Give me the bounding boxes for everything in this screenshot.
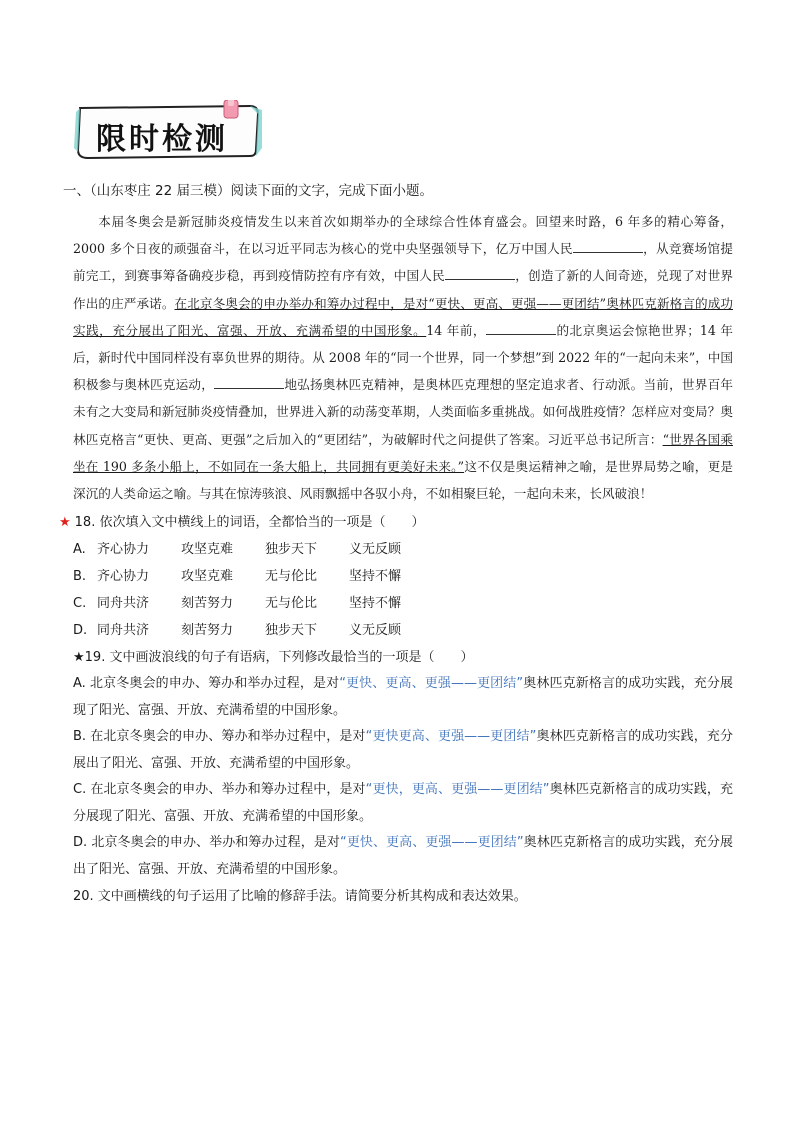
fill-blank-3 xyxy=(486,320,556,335)
option-text: B. 在北京冬奥会的申办、筹办和举办过程中，是对 xyxy=(73,729,366,745)
question-19-option-a[interactable] xyxy=(73,671,733,724)
passage-text: 这不仅是奥运精神之喻，是世界局势之喻，更是深沉的人类命运之喻。与其在惊涛骇浪、风雨飘摇中各驭小舟，不如相聚巨轮，一起向未来，长风破浪！ xyxy=(73,458,734,502)
passage-text: 本届冬奥会是新冠肺炎疫情发生以来首次如期举办的全球综合性体育盛会。回望来时路，6 年多的精心筹备，2000 多个日夜的顽强奋斗，在以习近平同志为核心的党中央坚强领导下，亿万中国人民 xyxy=(73,214,733,257)
option-text: 奥林匹克新格言的成功实践，充分展现了阳光、富强、开放、充满希望的中国形象。 xyxy=(73,676,733,718)
option-quote: “更快，更高、更强——更团结” xyxy=(365,782,550,798)
underlined-sentence: “世界各国乘坐在 190 多条小船上，不如同在一条大船上，共同拥有更美好未来。” xyxy=(73,431,733,474)
option-quote: “更快、更高、更强——更团结” xyxy=(340,835,524,851)
option-word: 无与伦比 xyxy=(265,596,318,612)
option-word: 坚持不懈 xyxy=(349,596,402,612)
question-18-stem xyxy=(59,509,733,536)
passage-text: ，从竞赛场馆提前完工，到赛事筹备确疫步稳，再到疫情防控有序有效，中国人民 xyxy=(73,241,734,284)
star-icon: ★ xyxy=(59,515,71,531)
question-18-option-b[interactable] xyxy=(73,563,733,590)
option-quote: “更快、更高、更强——更团结” xyxy=(339,676,524,692)
option-text: 奥林匹克新格言的成功实践，充分展出了阳光、富强、开放、充满希望的中国形象。 xyxy=(73,835,733,877)
passage-text: ，创造了新的人间奇迹，兑现了对世界作出的庄严承诺。 xyxy=(73,268,734,311)
option-word: 刻苦努力 xyxy=(181,623,234,639)
option-word: 刻苦努力 xyxy=(181,596,234,612)
fill-blank-4 xyxy=(214,374,284,389)
option-letter: A. xyxy=(73,542,86,558)
option-word: 独步天下 xyxy=(265,623,318,639)
banner-title: 限时检测 xyxy=(96,122,228,157)
reading-passage xyxy=(73,208,733,507)
option-word: 同舟共济 xyxy=(97,623,150,639)
passage-text: 地弘扬奥林匹克精神，是奥林匹克理想的坚定追求者、行动派。当前，世界百年未有之大变局和新冠肺炎疫情叠加，世界进入新的动荡变革期，人类面临多重挑战。如何战胜疫情？怎样应对变局？奥林匹克格言“更快、更高、更强”之后加入的“更团结”，为破解时代之问提供了答案。习近平总书记所言： xyxy=(73,377,734,447)
option-quote: “更快更高、更强——更团结” xyxy=(365,729,537,745)
fill-blank-1 xyxy=(573,238,643,253)
question-20-stem: 20. 文中画横线的句子运用了比喻的修辞手法。请简要分析其构成和表达效果。 xyxy=(73,889,527,905)
question-19-option-c[interactable] xyxy=(73,777,733,830)
question-18-option-c[interactable] xyxy=(73,590,733,617)
question-18-option-a[interactable] xyxy=(73,536,733,563)
option-word: 攻坚克难 xyxy=(181,569,234,585)
option-text: 奥林匹克新格言的成功实践，充分展出了阳光、富强、开放、充满希望的中国形象。 xyxy=(73,729,733,771)
question-19-stem: ★19. 文中画波浪线的句子有语病，下列修改最恰当的一项是（ ） xyxy=(73,650,474,666)
option-text: 奥林匹克新格言的成功实践，充分展现了阳光、富强、开放、充满希望的中国形象。 xyxy=(73,782,733,824)
option-letter: D. xyxy=(73,623,88,639)
option-word: 同舟共济 xyxy=(97,596,150,612)
question-19-option-b[interactable] xyxy=(73,724,733,777)
option-word: 义无反顾 xyxy=(349,542,402,558)
option-text: A. 北京冬奥会的申办、筹办和举办过程，是对 xyxy=(73,676,340,692)
content xyxy=(59,180,734,910)
question-19-option-d[interactable] xyxy=(73,830,733,883)
passage-text: 的北京奥运会惊艳世界；14 年后，新时代中国同样没有辜负世界的期待。从 2008 年的“同一个世界，同一个梦想”到 2022 年的“一起向未来”，中国积极参与奥林匹克运动， xyxy=(73,322,733,393)
option-text: C. 在北京冬奥会的申办、举办和筹办过程中，是对 xyxy=(73,782,366,798)
option-word: 齐心协力 xyxy=(97,542,150,558)
section-banner xyxy=(74,100,262,162)
option-word: 坚持不懈 xyxy=(349,569,402,585)
option-letter: C. xyxy=(73,596,87,612)
option-word: 攻坚克难 xyxy=(181,542,234,558)
option-word: 独步天下 xyxy=(265,542,318,558)
section-heading: 一、（山东枣庄 22 届三模）阅读下面的文字，完成下面小题。 xyxy=(63,183,434,199)
option-text: D. 北京冬奥会的申办、举办和筹办过程，是对 xyxy=(73,835,340,851)
option-letter: B. xyxy=(73,569,87,585)
option-word: 齐心协力 xyxy=(97,569,150,585)
option-word: 义无反顾 xyxy=(349,623,402,639)
question-18-option-d[interactable] xyxy=(73,617,733,644)
wavy-underlined-sentence: 在北京冬奥会的申办举办和筹办过程中，是对“更快、更高、更强——更团结”奥林匹克新格言的成功实践，充分展出了阳光、富强、开放、充满希望的中国形象。 xyxy=(73,295,733,338)
option-word: 无与伦比 xyxy=(265,569,318,585)
fill-blank-2 xyxy=(445,265,515,280)
question-18-text: 18. 依次填入文中横线上的词语，全都恰当的一项是（ ） xyxy=(74,515,425,531)
passage-text: 14 年前， xyxy=(426,322,486,338)
